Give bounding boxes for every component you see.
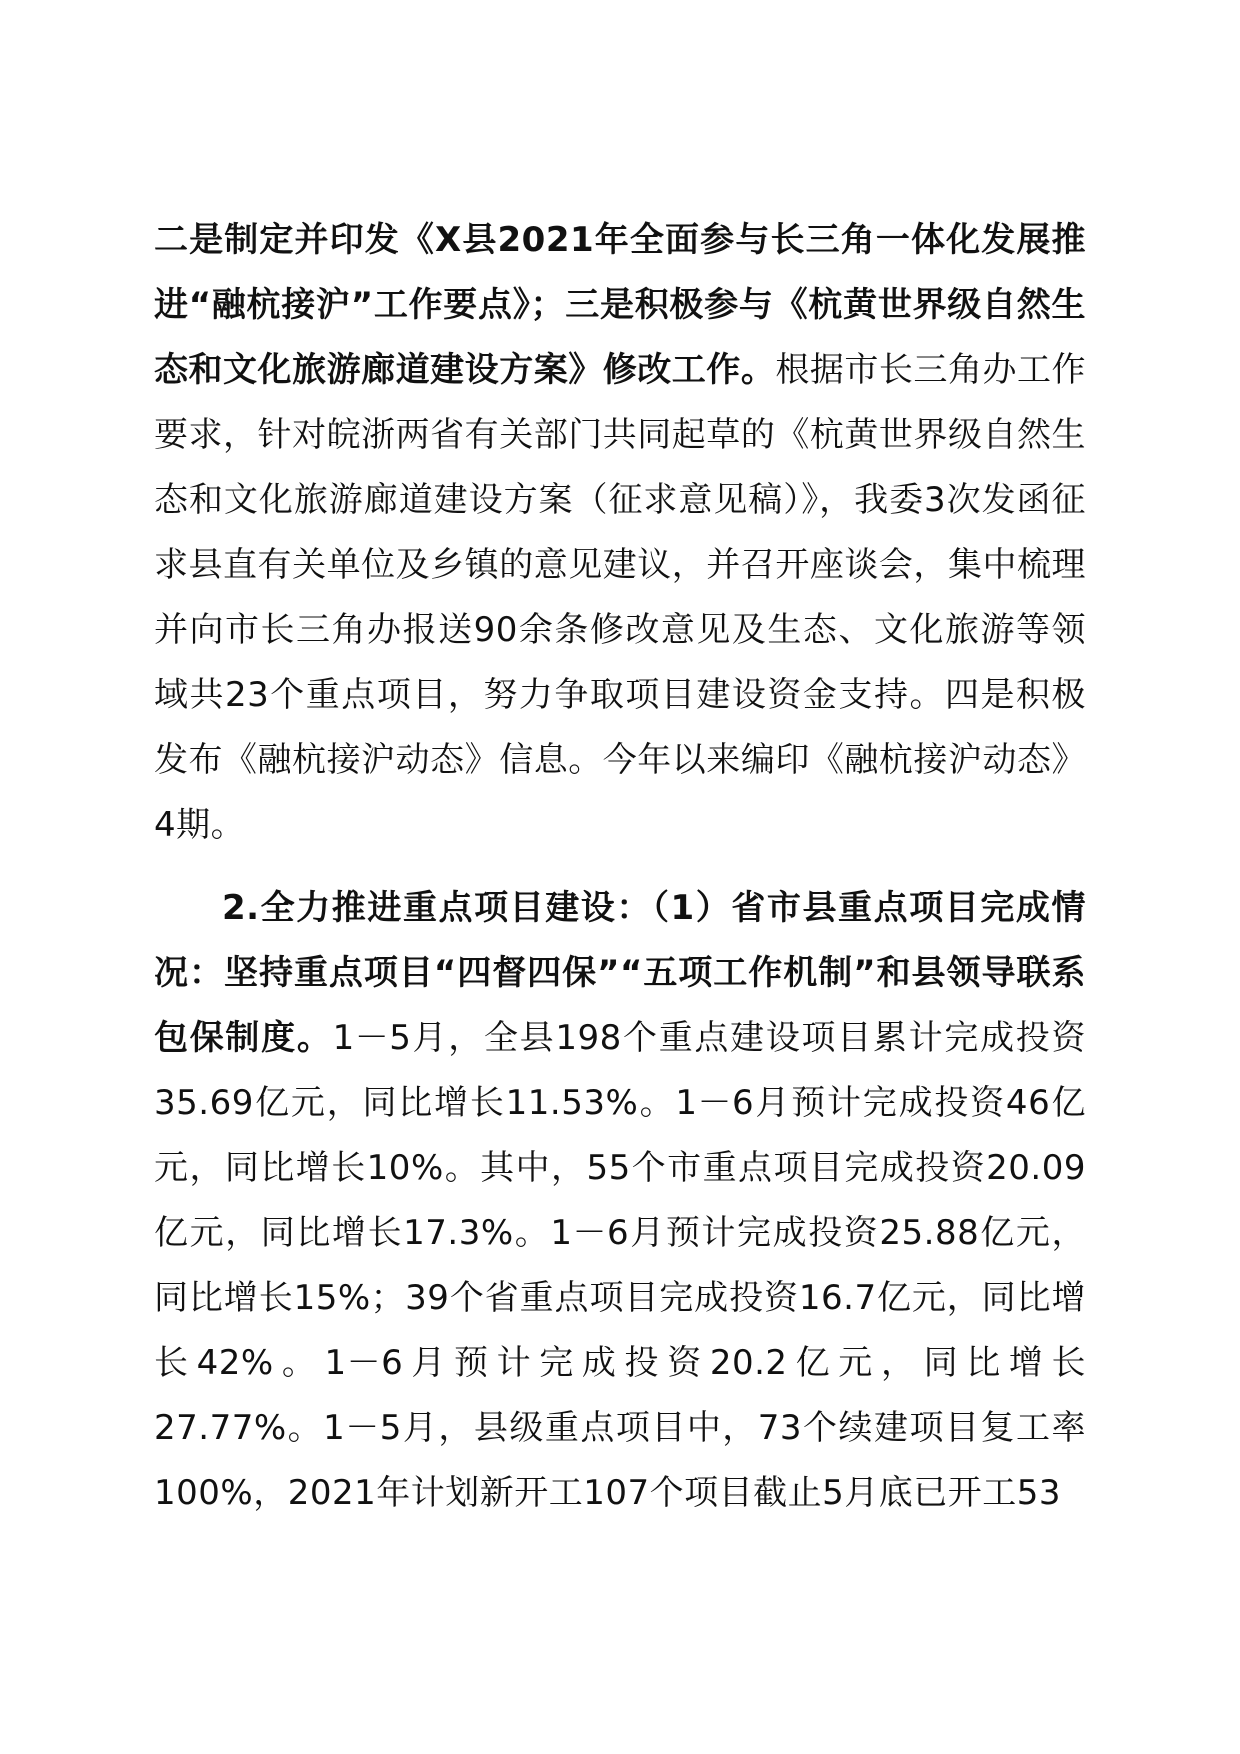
paragraph-1-text: 根据市长三角办工作要求，针对皖浙两省有关部门共同起草的《杭黄世界级自然生态和文化旅游廊道建设方案（征求意见稿）》，我委3次发函征求县直有关单位及乡镇的意见建议，并召开座谈会，集中梳理并向市长三角办报送90余条修改意见及生态、文化旅游等领域共23个重点项目，努力争取项目建设资金支持。四是积极发布《融杭接沪动态》信息。今年以来编印《融杭接沪动态》4期。 xyxy=(154,350,1087,845)
paragraph-2-text: 1－5月，全县198个重点建设项目累计完成投资35.69亿元，同比增长11.53%。1－6月预计完成投资46亿元，同比增长10%。其中，55个市重点项目完成投资20.09亿元，同比增长17.3%。1－6月预计完成投资25.88亿元，同比增长15%；39个省重点项目完成投资16.7亿元，同比增长42%。1－6月预计完成投资20.2亿元，同比增长27.77%。1－5月，县级重点项目中，73个续建项目复工率100%，2021年计划新开工107个项目截止5月底已开工53 xyxy=(154,1018,1086,1513)
paragraph-1 xyxy=(154,208,1086,858)
document-body xyxy=(154,208,1086,1526)
paragraph-2 xyxy=(154,876,1086,1526)
paragraph-2-bold-text: 2.全力推进重点项目建设：（1）省市县重点项目完成情况：坚持重点项目“四督四保”“五项工作机制”和县领导联系包保制度。 xyxy=(154,888,1086,1058)
paragraph-1-bold-text: 二是制定并印发《X县2021年全面参与长三角一体化发展推进“融杭接沪”工作要点》；三是积极参与《杭黄世界级自然生态和文化旅游廊道建设方案》修改工作。 xyxy=(154,220,1086,390)
